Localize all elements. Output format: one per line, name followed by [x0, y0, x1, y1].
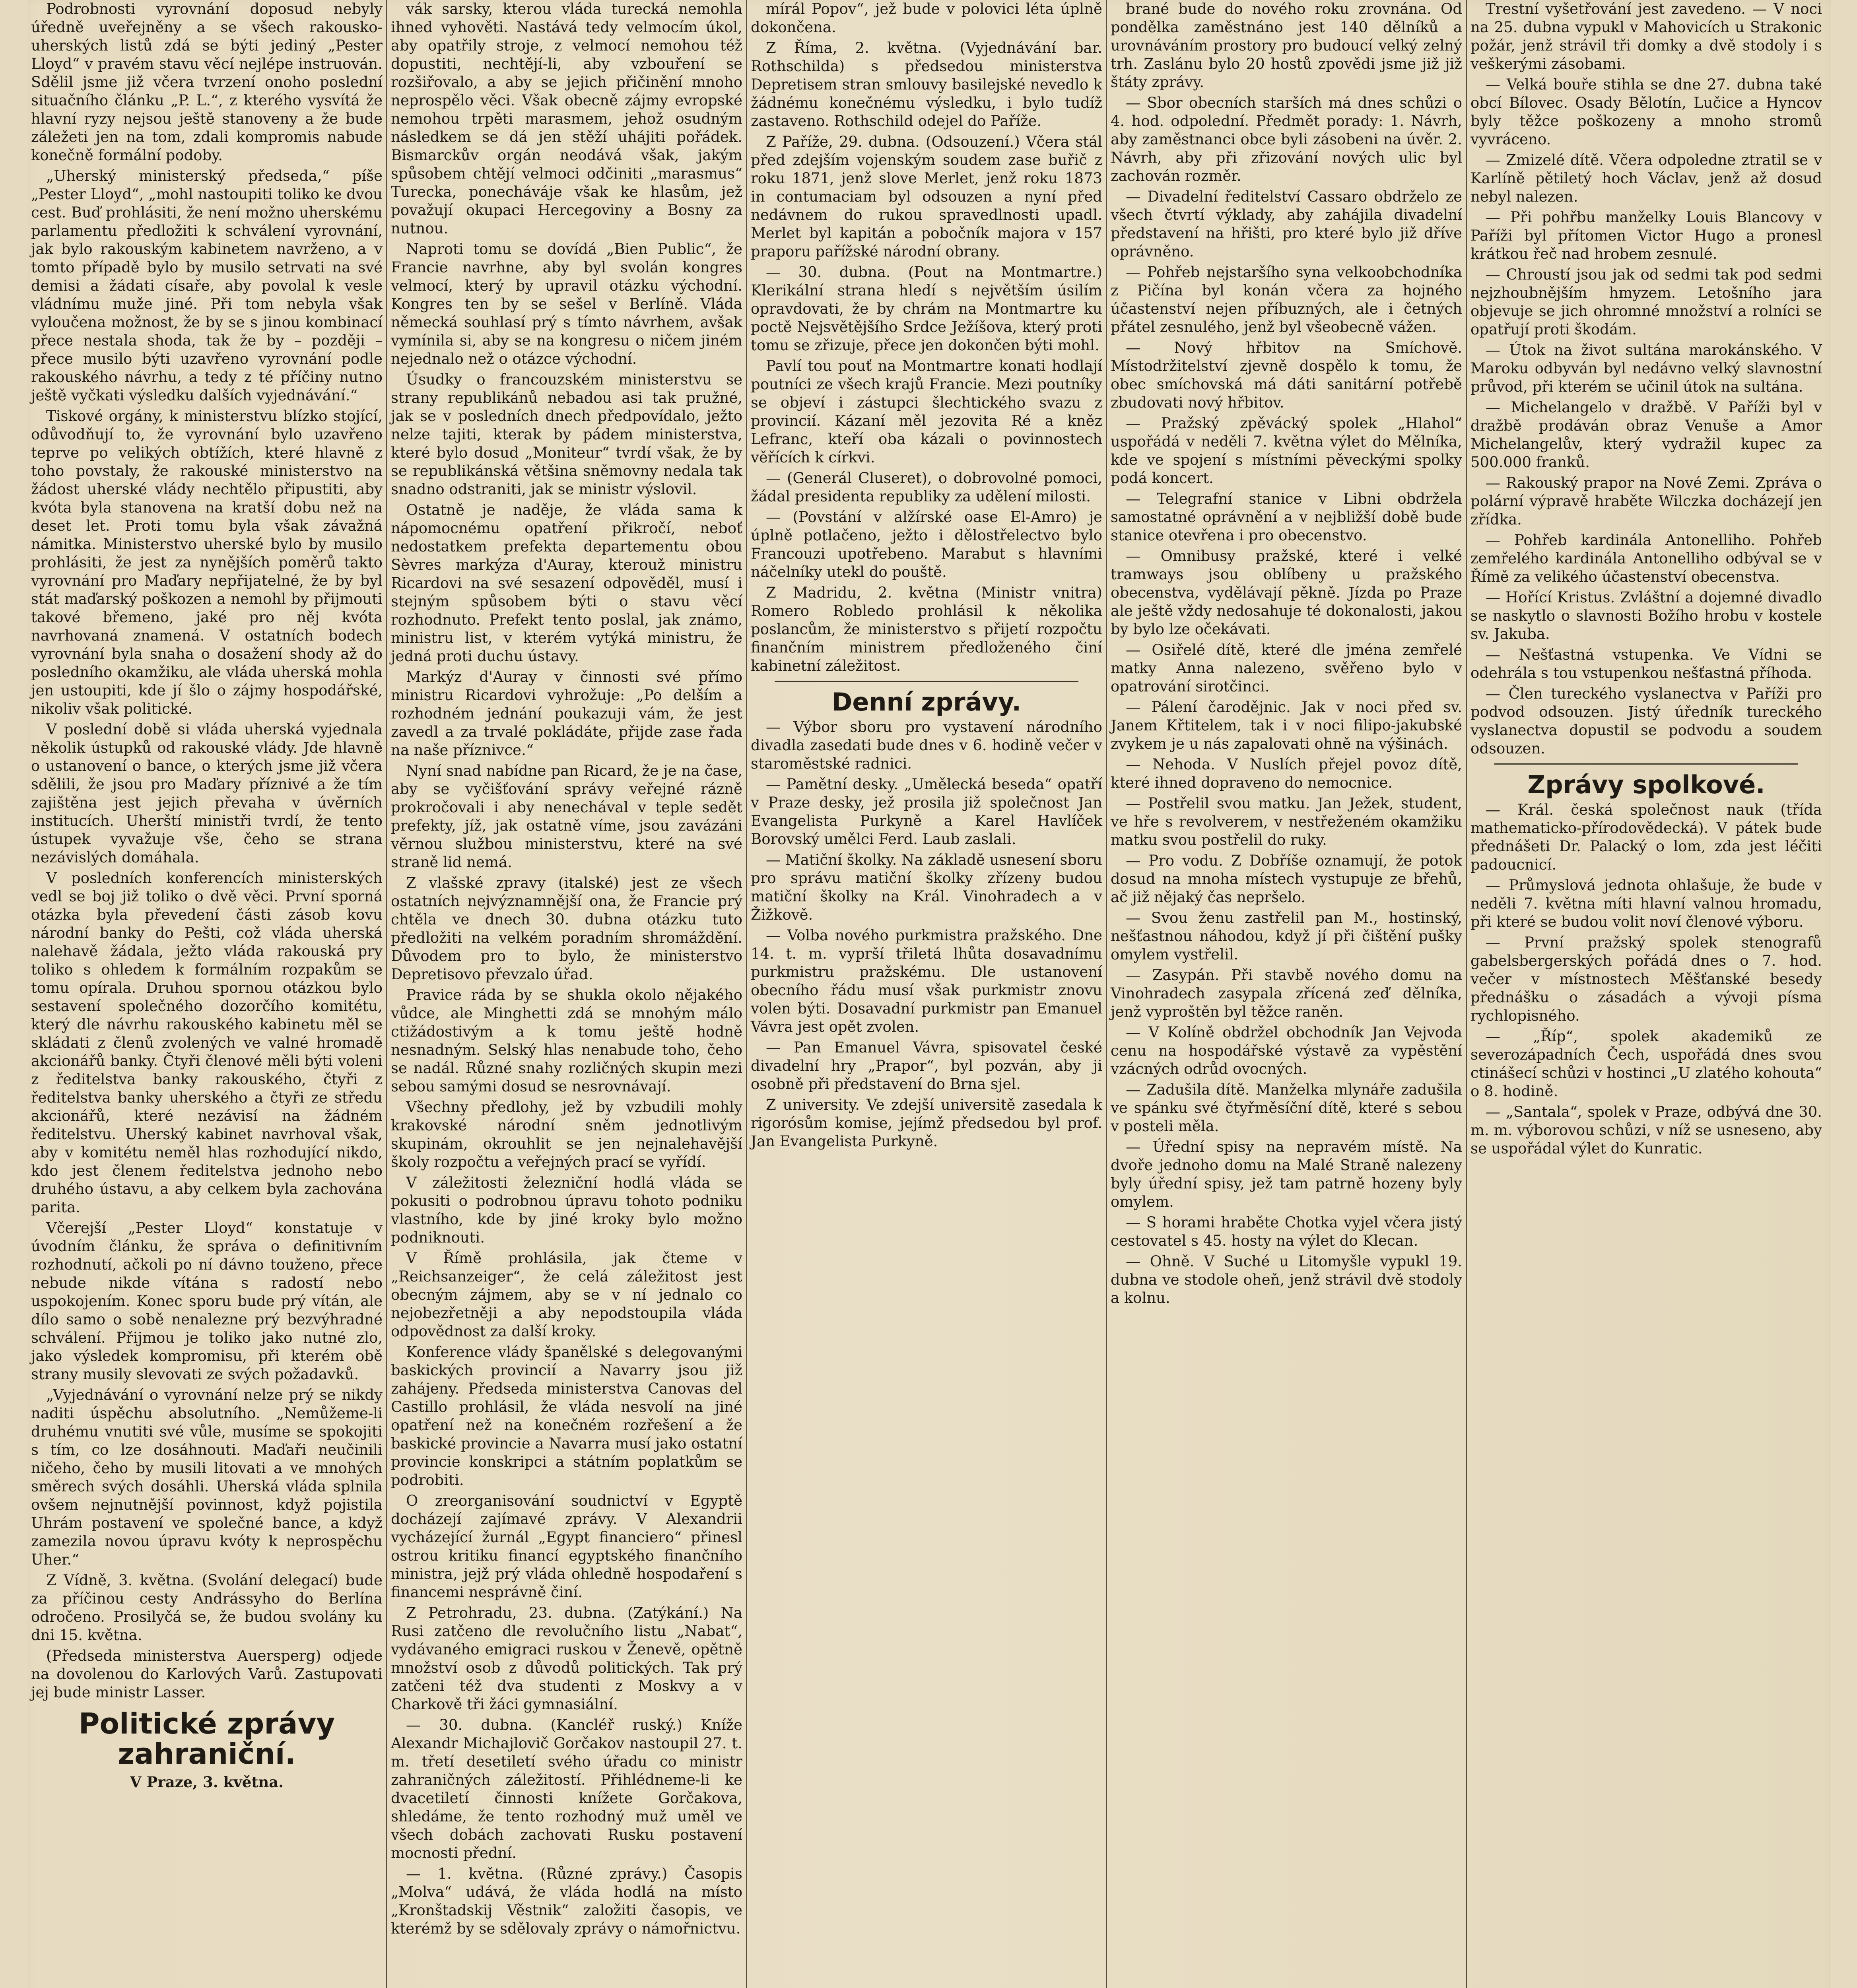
- paragraph: Tiskové orgány, k ministerstvu blízko stojící, odůvodňují to, že vyrovnání bylo uzavřeno teprve po velikých obtížích, které hlavně z toho povstaly, že rakouské ministerstvo na žádost uherské vlády nechtělo připustiti, aby kvóta byla stanovena na kratší dobu než na deset let. Proti tomu byla však závažná námitka. Ministerstvo uherské bylo by musilo prohlásiti, že jest za nynějších poměrů takto vyrovnání pro Maďary nepřijatelné, že by byl stát maďarský poškozen a nemohl by přijmouti takové břemeno, jaké pro něj kvóta navrhovaná znamená. V ostatních bodech vyrovnání byla snaha o dosažení shody až do posledního okamžiku, ale vláda uherská mohla jen ustoupiti, kde jí šlo o zájmy hospodářské, nikoliv však politické.: [31, 408, 383, 717]
- paragraph: — Člen tureckého vyslanectva v Paříži pro podvod odsouzen. Jistý úředník tureckého vyslanectva dopustil se podvodu a soudem odsouzen.: [1470, 685, 1822, 757]
- paragraph: — Volba nového purkmistra pražského. Dne 14. t. m. vyprší třiletá lhůta dosavadnímu purkmistru pražskému. Dle ustanovení obecního řádu musí však purkmistr znovu volen býti. Dosavadní purkmistr pan Emanuel Vávra jest opět zvolen.: [751, 927, 1102, 1036]
- paragraph: — Pálení čarodějnic. Jak v noci před sv. Janem Křtitelem, tak i v noci filipo-jakubské zvykem je u nás zapalovati ohně na výšinách.: [1111, 699, 1462, 752]
- paragraph: — Osiřelé dítě, které dle jména zemřelé matky Anna nalezeno, svěřeno bylo v opatrování sirotčinci.: [1111, 641, 1462, 695]
- column-rule: [386, 0, 387, 1988]
- paragraph: Z Říma, 2. května. (Vyjednávání bar. Rothschilda) s předsedou ministerstva Depretisem stran smlouvy basilejské nevedlo k žádnému konečnému výsledku, i bylo tudíž zastaveno. Rothschild odejel do Paříže.: [751, 39, 1102, 130]
- paragraph: — S horami hraběte Chotka vyjel včera jistý cestovatel s 45. hosty na výlet do Klecan.: [1111, 1214, 1462, 1249]
- paragraph: V záležitosti železniční hodlá vláda se pokusiti o podrobnou úpravu tohoto podniku vlastního, kde by jiné kroky bylo možno podniknouti.: [391, 1174, 742, 1246]
- paragraph: — Při pohřbu manželky Louis Blancovy v Paříži byl přítomen Victor Hugo a pronesl krátkou řeč nad hrobem zesnulé.: [1470, 209, 1822, 262]
- paragraph: vák sarsky, kterou vláda turecká nemohla ihned vyhověti. Nastává tedy velmocím úkol, aby opatřily stroje, z velmocí nemohou též dopustiti, nechtějí-li, aby vzbouření se rozšiřovalo, a aby se jejich přičinění mnoho neprospělo věci. Však obecně zájmy evropské nemohou trpěti marasmem, jehož osudným následkem se dá jen stěží uhájiti pořádek. Bismarckův orgán neodává však, jakým spůsobem chtějí velmoci odčiniti „marasmus“ Turecka, ponecháváje však ke hlasům, jež považují okupaci Hercegoviny a Bosny za nutnou.: [391, 0, 742, 237]
- paragraph: Všechny předlohy, jež by vzbudili mohly krakovské národní sněm jednotlivým skupinám, okrouhlit se jen nejnalehavější školy rozpočtu a veřejných prací se vyřídí.: [391, 1099, 742, 1171]
- column-4: [1107, 0, 1465, 1988]
- paragraph: Pavlí tou pouť na Montmartre konati hodlají poutníci ze všech krajů Francie. Mezi poutníky se objeví i zástupci šlechtického svazu z provincií. Kázaní měl jezovita Ré a kněz Lefranc, kteří oba kázali o povinnostech věřících k církvi.: [751, 357, 1102, 466]
- column-rule: [1106, 0, 1107, 1988]
- paragraph: Z Vídně, 3. května. (Svolání delegací) bude za příčinou cesty Andrássyho do Berlína odročeno. Prosilyčá se, že budou svolány ku dni 15. května.: [31, 1572, 383, 1644]
- paragraph: Naproti tomu se dovídá „Bien Public“, že Francie navrhne, aby byl svolán kongres velmocí, který by upravil otázku východní. Kongres ten by se sešel v Berlíně. Vláda německá souhlasí prý s tímto návrhem, avšak vymínila si, aby se na kongresu o ničem jiném nejednalo než o otázce východní.: [391, 241, 742, 367]
- paragraph: — 30. dubna. (Pout na Montmartre.) Klerikální strana hledí s největším úsilím opravdovati, že by chrám na Montmartre ku poctě Nejsvětějšího Srdce Ježíšova, který proti tomu se zřizuje, přece jen dokončen býti mohl.: [751, 264, 1102, 354]
- paragraph: Úsudky o francouzském ministerstvu se strany republikánů nebadou asi tak pružné, jak se v posledních dnech předpovídalo, ježto nelze tajiti, kterak by pádem ministerstva, které bylo dosud „Moniteur“ tvrdí však, že by se republikánská většina sněmovny nedala tak snadno odstraniti, jak se ministr výslovil.: [391, 371, 742, 498]
- column-2: [388, 0, 746, 1988]
- column-1: [28, 0, 386, 1988]
- paragraph: „Vyjednávání o vyrovnání nelze prý se nikdy naditi úspěchu absolutního. „Nemůžeme-li druhému vnutiti své vůle, musíme se spokojiti s tím, co lze dosáhnouti. Maďaři neučinili ničeho, čeho by musili litovati a ve mnohých směrech svých dosáhli. Uherská vláda splnila ovšem nejnutnější povinnost, když pojistila Uhrám postavení ve společné bance, a když zamezila novou úpravu kvóty k neprospěchu Uher.“: [31, 1386, 383, 1568]
- paragraph: — Nešťastná vstupenka. Ve Vídni se odehrála s tou vstupenkou nešťastná příhoda.: [1470, 646, 1822, 681]
- paragraph: V Římě prohlásila, jak čteme v „Reichsanzeiger“, že celá záležitost jest obecným zájmem, aby se v ní jednalo co nejobezřetněji a aby nepodstoupila vláda odpovědnost za další kroky.: [391, 1250, 742, 1340]
- dateline: V Praze, 3. května.: [130, 1773, 284, 1791]
- paragraph: — Pro vodu. Z Dobříše oznamují, že potok dosud na mnoha místech vystupuje ze břehů, ač již nějaký čas nepršelo.: [1111, 852, 1462, 906]
- paragraph: — V Kolíně obdržel obchodník Jan Vejvoda cenu na hospodářské výstavě za vypěstění vzácných odrůd ovocných.: [1111, 1024, 1462, 1077]
- paragraph: O zreorganisování soudnictví v Egyptě docházejí zajímavé zprávy. V Alexandrii vycházející žurnál „Egypt financiero“ přinesl ostrou kritiku financí egyptského finančního ministra, jejž prý vláda ohledně hospodaření s financemi nesprávně činí.: [391, 1492, 742, 1601]
- paragraph: — Pohřeb nejstaršího syna velkoobchodníka z Pičína byl konán včera za hojného účastenství nejen příbuzných, ale i četných přátel zesnulého, jenž byl všeobecně vážen.: [1111, 264, 1462, 336]
- paragraph: — Pan Emanuel Vávra, spisovatel české divadelní hry „Prapor“, byl pozván, aby ji osobně při představení do Brna sjel.: [751, 1039, 1102, 1093]
- paragraph: — Velká bouře stihla se dne 27. dubna také obcí Bílovec. Osady Bělotín, Lučice a Hyncov byly těžce poškozeny a mnoho stromů vyvráceno.: [1470, 76, 1822, 148]
- paragraph: — Sbor obecních starších má dnes schůzi o 4. hod. odpolední. Předmět porady: 1. Návrh, aby zaměstnanci obce byli zásobeni na úvěr. 2. Návrh, aby při zřizování nových ulic byl zachován rozměr.: [1111, 94, 1462, 184]
- paragraph: — Ohně. V Suché u Litomyšle vypukl 19. dubna ve stodole oheň, jenž strávil dvě stodoly a kolnu.: [1111, 1253, 1462, 1307]
- paragraph: brané bude do nového roku zrovnána. Od pondělka zaměstnáno jest 140 dělníků a urovnáváním prostory pro budoucí velký zelný trh. Zaslánu bylo 20 hostů zpovědi jsme již již štáty zprávy.: [1111, 0, 1462, 91]
- paragraph: — 30. dubna. (Kancléř ruský.) Kníže Alexandr Michajlovič Gorčakov nastoupil 27. t. m. třetí desetiletí svého úřadu co ministr zahraničných záležitostí. Přihlédneme-li ke dvacetiletí činnosti knížete Gorčakova, shledáme, že tento rozhodný muž uměl ve všech dobách zachovati Rusku postavení mocnosti přední.: [391, 1716, 742, 1862]
- paragraph: — Matiční školky. Na základě usnesení sboru pro správu matiční školky zřízeny budou matiční školky na Král. Vinohradech a v Žižkově.: [751, 851, 1102, 924]
- paragraph: Nyní snad nabídne pan Ricard, že je na čase, aby se vyčišťování správy veřejné rázně prokročovali i aby nenechával v teple sedět prefekty, jíž, jak ostatně víme, jsou zavázáni věrnou službou ministerstvu, které na své straně lid nemá.: [391, 762, 742, 871]
- paragraph: — První pražský spolek stenografů gabelsbergerských pořádá dnes o 7. hod. večer v místnostech Měšťanské besedy přednášku o zásadách a vývoji písma rychlopisného.: [1470, 934, 1822, 1025]
- paragraph: Z university. Ve zdejší universitě zasedala k rigorósům komise, jejímž předsedou byl prof. Jan Evangelista Purkyně.: [751, 1096, 1102, 1150]
- paragraph: — Nehoda. V Nuslích přejel povoz dítě, které ihned dopraveno do nemocnice.: [1111, 756, 1462, 791]
- paragraph: — Pamětní desky. „Umělecká beseda“ opatří v Praze desky, jež prosila již společnost Jan Evangelista Purkyně a Karel Havlíček Borovský umělci Ferd. Laub zaslali.: [751, 776, 1102, 848]
- paragraph: — Postřelil svou matku. Jan Ježek, student, ve hře s revolverem, v nestřeženém okamžiku matku svou postřelil do ruky.: [1111, 795, 1462, 848]
- paragraph: Z Madridu, 2. května (Ministr vnitra) Romero Robledo prohlásil k několika poslancům, že ministerstvo s přijetí rozpočtu finančním ministrem předloženého činí kabinetní záležitost.: [751, 584, 1102, 674]
- paragraph: — Svou ženu zastřelil pan M., hostinský, nešťastnou náhodou, když jí při čištění pušky omylem vystřelil.: [1111, 909, 1462, 963]
- paragraph: — Pohřeb kardinála Antonelliho. Pohřeb zemřelého kardinála Antonelliho odbýval se v Římě za velikého účastenství obecenstva.: [1470, 532, 1822, 585]
- paragraph: — Omnibusy pražské, které i velké tramways jsou oblíbeny u pražského obecenstva, vydělávají pěkně. Jízda po Praze ale ještě vždy nedosahuje té dokonalosti, jakou by bylo lze očekávati.: [1111, 547, 1462, 638]
- column-5: [1467, 0, 1825, 1988]
- paragraph: Z Petrohradu, 23. dubna. (Zatýkání.) Na Rusi zatčeno dle revolučního listu „Nabat“, vydávaného emigraci ruskou v Ženevě, opětně množství osob z důvodů politických. Tak prý zatčeni též dva studenti z Moskvy a v Charkově tři žáci gymnasiální.: [391, 1604, 742, 1713]
- section-heading: Politické zprávy zahraniční.: [78, 1707, 335, 1771]
- paragraph: Markýz d'Auray v činnosti své přímo ministru Ricardovi vyhrožuje: „Po delším a rozhodném jednání poukazuji vám, že jest zavedl a za trvalé pokládáte, přijde zase řada na naše příznivce.“: [391, 668, 742, 759]
- paragraph: mírál Popov“, jež bude v polovici léta úplně dokončena.: [751, 0, 1102, 36]
- paragraph: — (Povstání v alžírské oase El-Amro) je úplně potlačeno, ježto i dělostřelectvo bylo Francouzi upotřebeno. Marabut s hlavními náčelníky utekl do pouště.: [751, 509, 1102, 580]
- paragraph: Podrobnosti vyrovnání doposud nebyly úředně uveřejněny a se všech rakousko-uherských listů zdá se býti jediný „Pester Lloyd“ v pravém stavu věcí nejlépe instruován. Sdělil jsme již včera tvrzení onoho poslední situačního článku „P. L.“, z kterého vysvítá že hlavní ryzy nejsou ještě stanoveny a že bude záležeti jen na tom, zdali kompromis nabude konečně formální podoby.: [31, 0, 383, 164]
- paragraph: Z vlašské zpravy (italské) jest ze všech ostatních nejvýznamnější ona, že Francie prý chtěla ve dnech 30. dubna otázku tuto předložiti na velkém poradním shromáždění. Důvodem pro to bylo, že ministerstvo Depretisovo převzalo úřad.: [391, 874, 742, 983]
- paragraph: — Rakouský prapor na Nové Zemi. Zpráva o polární výpravě hraběte Wilczka docházejí jen zřídka.: [1470, 474, 1822, 528]
- paragraph: V poslední době si vláda uherská vyjednala několik ústupků od rakouské vlády. Jde hlavně o ustanovení o bance, o kterých jsme již včera sdělili, že jsou pro Maďary příznivé a že tím zajištěna jest jejich převaha v úvěrních institucích. Uherští ministři tvrdí, že tento ústupek vyvažuje vše, čeho se strana nezávislých domáhala.: [31, 721, 383, 866]
- column-rule: [1466, 0, 1467, 1988]
- paragraph: — „Říp“, spolek akademiků ze severozápadních Čech, uspořádá dnes svou ctinášecí schůzi v hostinci „U zlatého kohouta“ o 8. hodině.: [1470, 1028, 1822, 1100]
- paragraph: — Nový hřbitov na Smíchově. Místodržitelství zjevně dospělo k tomu, že obec smíchovská má dáti sanitární potřebě zbudovati nový hřbitov.: [1111, 339, 1462, 411]
- paragraph: — Zasypán. Při stavbě nového domu na Vinohradech zasypala zřícená zeď dělníka, jenž vyproštěn byl těžce raněn.: [1111, 967, 1462, 1020]
- paragraph: — Úřední spisy na nepravém místě. Na dvoře jednoho domu na Malé Straně nalezeny byly úřední spisy, jež tam patrně hozeny byly omylem.: [1111, 1138, 1462, 1210]
- paragraph: — Zadušila dítě. Manželka mlynáře zadušila ve spánku své čtyřměsíční dítě, které s sebou v posteli měla.: [1111, 1081, 1462, 1135]
- paragraph: (Předseda ministerstva Auersperg) odjede na dovolenou do Karlových Varů. Zastupovati jej bude ministr Lasser.: [31, 1647, 383, 1701]
- paragraph: Z Paříže, 29. dubna. (Odsouzení.) Včera stál před zdejším vojenským soudem zase buřič z roku 1871, jenž slove Merlet, jenž roku 1873 in contumaciam byl odsouzen a nyní před nedávnem do rukou spravedlnosti upadl. Merlet byl kapitán a pobočník majora v 157 praporu pařížské národní obrany.: [751, 133, 1102, 260]
- paragraph: — Zmizelé dítě. Včera odpoledne ztratil se v Karlíně pětiletý hoch Václav, jenž až dosud nebyl nalezen.: [1470, 151, 1822, 205]
- paragraph: Ostatně je naděje, že vláda sama k nápomocnému opatření přikročí, neboť nedostatkem prefekta departementu obou Sèvres markýza d'Auray, kterouž ministru Ricardovi na své sesazení odpověděl, musí i stejným spůsobem býti o stavu věcí rozhodnuto. Prefekt tento poslal, jak známo, ministru list, v kterém vytýká ministru, že jedná proti duchu ústavy.: [391, 501, 742, 665]
- paragraph: — Útok na život sultána marokánského. V Maroku odbyván byl nedávno velký slavnostní průvod, při kterém se učinil útok na sultána.: [1470, 342, 1822, 395]
- paragraph: Konference vlády španělské s delegovanými baskických provincií a Navarry jsou již zahájeny. Předseda ministerstva Canovas del Castillo prohlásil, že vláda nesvolí na jiné opatření než na konečném rozřešení a že baskické provincie a Navarra musí jako ostatní provincie konskripci a státním poplatkům se podrobiti.: [391, 1343, 742, 1489]
- paragraph: — (Generál Cluseret), o dobrovolné pomoci, žádal presidenta republiky za udělení milosti.: [751, 470, 1102, 505]
- paragraph: Pravice ráda by se shukla okolo nějakého vůdce, ale Minghetti zdá se mnohým málo ctižádostivým a k tomu ještě hodně nesnadným. Selský hlas nenabude toho, čeho se nadál. Různé snahy rozličných skupin mezi sebou samými dosud se nesrovnávají.: [391, 986, 742, 1095]
- section-heading: Denní zprávy.: [831, 687, 1022, 716]
- column-3: [748, 0, 1105, 1988]
- paragraph: „Uherský ministerský předseda,“ píše „Pester Lloyd“, „mohl nastoupiti toliko ke dvou cest. Buď prohlásiti, že není možno uherskému parlamentu předložiti k schválení vyrovnání, jak bylo rakouským kabinetem navrženo, a v tomto případě bylo by musilo setrvati na své demisi a žádati císaře, aby povolal k vesle vládnímu muže jiné. Při tom nebyla však vyloučena možnost, že by se s jinou kombinací přece nestala shoda, tak že by – později – přece musilo býti uzavřeno vyrovnání podle rakouského návrhu, a tedy z té příčiny nutno ještě vyčkati výsledku dalších vyjednávání.“: [31, 167, 383, 404]
- paragraph: — Průmyslová jednota ohlašuje, že bude v neděli 7. května míti hlavní valnou hromadu, při které se budou volit noví členové výboru.: [1470, 877, 1822, 931]
- paragraph: — Divadelní ředitelství Cassaro obdrželo ze všech čtvrtí výklady, aby zahájila divadelní představení na hřišti, pro které bylo již dříve oprávněno.: [1111, 188, 1462, 260]
- newspaper-sheet: [28, 0, 1831, 1988]
- paragraph: V posledních konferencích ministerských vedl se boj již toliko o dvě věci. První sporná otázka byla převedení části zásob kovu národní banky do Pešti, což vláda uherská nalehavě žádala, ježto vláda rakouská pry toliko s ohledem k formálním rozpakům se tomu opírala. Druhou spornou otázkou bylo sestavení společného dozorčího komitétu, který dle návrhu rakouského kabinetu měl se skládati z členů zvolených ve valné hromadě akcionářů banky. Čtyři členové měli býti voleni z ředitelstva banky rakouského, čtyři z ředitelstva banky uherského a čtyři ze středu akcionářů, které nezávisí na žádném ředitelstvu. Uherský kabinet navrhoval však, aby v komitétu neměl hlas rozhodující nikdo, kdo jest členem ředitelstva jednoho nebo druhého ústavu, a aby celkem byla zachována parita.: [31, 870, 383, 1216]
- paragraph: — „Santala“, spolek v Praze, odbývá dne 30. m. m. výborovou schůzi, v níž se usneseno, aby se uspořádal výlet do Kunratic.: [1470, 1103, 1822, 1157]
- paragraph: — Král. česká společnost nauk (třída mathematicko-přírodovědecká). V pátek bude přednášeti Dr. Palacký o lom, zda jest léčiti padoucnicí.: [1470, 801, 1822, 874]
- section-heading: Zprávy spolkové.: [1527, 770, 1765, 799]
- paragraph: — Hořící Kristus. Zvláštní a dojemné divadlo se naskytlo o slavnosti Božího hrobu v kostele sv. Jakuba.: [1470, 589, 1822, 643]
- paragraph: — Chroustí jsou jak od sedmi tak pod sedmi nejzhoubnějším hmyzem. Letošního jara objevuje se jich ohromné množství a rolníci se opatřují proti škodám.: [1470, 266, 1822, 338]
- paragraph: Včerejší „Pester Lloyd“ konstatuje v úvodním článku, že správa o definitivním rozhodnutí, ačkoli po ní dávno touženo, přece nebude nikde vítána s radostí nebo uspokojením. Konec sporu bude prý vítán, ale dílo samo o sobě nenalezne prý bezvýhradné schválení. Přijmou je toliko jako nutné zlo, jako výsledek kompromisu, při kterém obě strany musily slevovati ze svých požadavků.: [31, 1219, 383, 1383]
- divider: [775, 681, 1078, 682]
- paragraph: — 1. května. (Různé zprávy.) Časopis „Molva“ udává, že vláda hodlá na místo „Kronštadskij Věstnik“ založiti časopis, ve kterémž by se sdělovaly zprávy o námořnictvu.: [391, 1865, 742, 1937]
- paragraph: Trestní vyšetřování jest zavedeno. — V noci na 25. dubna vypukl v Mahovicích u Strakonic požár, jenž strávil tři domky a dvě stodoly i s veškerými zásobami.: [1470, 0, 1822, 72]
- paragraph: — Výbor sboru pro vystavení národního divadla zasedati bude dnes v 6. hodině večer v staroměstské radnici.: [751, 718, 1102, 773]
- paragraph: — Pražský zpěvácký spolek „Hlahol“ uspořádá v neděli 7. května výlet do Mělníka, kde ve spojení s místními pěveckými spolky podá koncert.: [1111, 415, 1462, 487]
- column-rule: [746, 0, 747, 1988]
- paragraph: — Telegrafní stanice v Libni obdržela samostatné oprávnění a v nejbližší době bude stanice otevřena i pro obecenstvo.: [1111, 490, 1462, 544]
- divider: [1494, 763, 1798, 765]
- paragraph: — Michelangelo v dražbě. V Paříži byl v dražbě prodáván obraz Venuše a Amor Michelangelův, který vydražil kupec za 500.000 franků.: [1470, 399, 1822, 471]
